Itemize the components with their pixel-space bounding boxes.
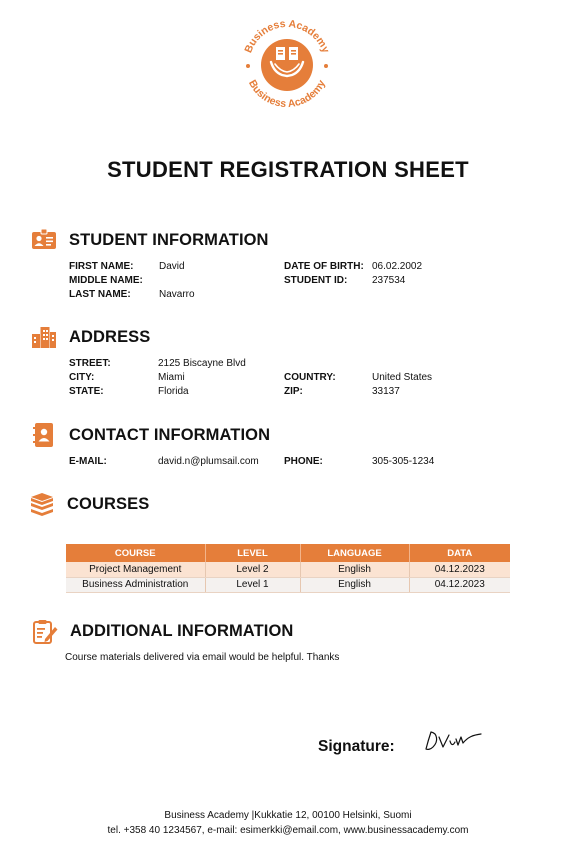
page-title: STUDENT REGISTRATION SHEET xyxy=(107,157,469,182)
column-header: DATA xyxy=(409,544,510,562)
section-heading: ADDRESS xyxy=(69,327,151,346)
section-heading: CONTACT INFORMATION xyxy=(69,425,271,444)
zip-value: 33137 xyxy=(372,386,400,397)
section-courses xyxy=(29,491,149,517)
table-cell: Project Management xyxy=(66,562,205,577)
table-cell: 04.12.2023 xyxy=(409,577,510,592)
street-value: 2125 Biscayne Blvd xyxy=(158,358,246,369)
column-header: LEVEL xyxy=(205,544,300,562)
table-cell: English xyxy=(300,577,409,592)
section-student-information xyxy=(31,227,269,253)
phone-label: PHONE: xyxy=(284,456,323,467)
table-cell: Level 1 xyxy=(205,577,300,592)
table-cell: Level 2 xyxy=(205,562,300,577)
section-address xyxy=(31,324,150,350)
student-id-value: 237534 xyxy=(372,275,406,286)
phone-value: 305-305-1234 xyxy=(372,456,435,467)
last-name-value: Navarro xyxy=(159,289,195,300)
table-row xyxy=(66,577,510,592)
section-heading: ADDITIONAL INFORMATION xyxy=(70,621,294,640)
column-header: COURSE xyxy=(66,544,205,562)
state-value: Florida xyxy=(158,386,189,397)
city-value: Miami xyxy=(158,372,185,383)
courses-table xyxy=(66,544,510,593)
additional-info-text: Course materials delivered via email would be helpful. Thanks xyxy=(65,652,340,663)
first-name-label: FIRST NAME: xyxy=(69,261,134,272)
table-cell: English xyxy=(300,562,409,577)
last-name-label: LAST NAME: xyxy=(69,289,131,300)
signature-image xyxy=(423,727,485,755)
country-value: United States xyxy=(372,372,433,383)
section-heading: STUDENT INFORMATION xyxy=(69,230,269,249)
zip-label: ZIP: xyxy=(284,386,303,397)
buildings-icon xyxy=(31,324,57,350)
street-label: STREET: xyxy=(69,358,111,369)
section-heading: COURSES xyxy=(67,494,150,513)
dob-label: DATE OF BIRTH: xyxy=(284,261,364,272)
svg-text:Business Academy: Business Academy xyxy=(245,77,328,111)
email-value: david.n@plumsail.com xyxy=(158,456,259,467)
country-label: COUNTRY: xyxy=(284,372,336,383)
contact-book-icon xyxy=(31,422,57,448)
table-row xyxy=(66,562,510,577)
first-name-value: David xyxy=(159,261,185,272)
middle-name-label: MIDDLE NAME: xyxy=(69,275,143,286)
signature-label: Signature: xyxy=(318,738,395,755)
email-label: E-MAIL: xyxy=(69,456,107,467)
table-cell: 04.12.2023 xyxy=(409,562,510,577)
clipboard-edit-icon xyxy=(32,618,58,644)
svg-text:Business Academy: Business Academy xyxy=(242,17,332,55)
footer-address: Business Academy |Kukkatie 12, 00100 Helsinki, Suomi xyxy=(164,810,412,821)
table-header-row xyxy=(66,544,510,562)
section-additional-information xyxy=(32,618,293,644)
dob-value: 06.02.2002 xyxy=(372,261,423,272)
city-label: CITY: xyxy=(69,372,95,383)
column-header: LANGUAGE xyxy=(300,544,409,562)
books-icon xyxy=(29,491,55,517)
id-card-icon xyxy=(31,227,57,253)
state-label: STATE: xyxy=(69,386,104,397)
student-id-label: STUDENT ID: xyxy=(284,275,348,286)
footer-contact: tel. +358 40 1234567, e-mail: esimerkki@email.com, www.businessacademy.com xyxy=(107,825,469,836)
section-contact-information xyxy=(31,422,270,448)
table-cell: Business Administration xyxy=(66,577,205,592)
business-academy-logo xyxy=(236,14,338,116)
